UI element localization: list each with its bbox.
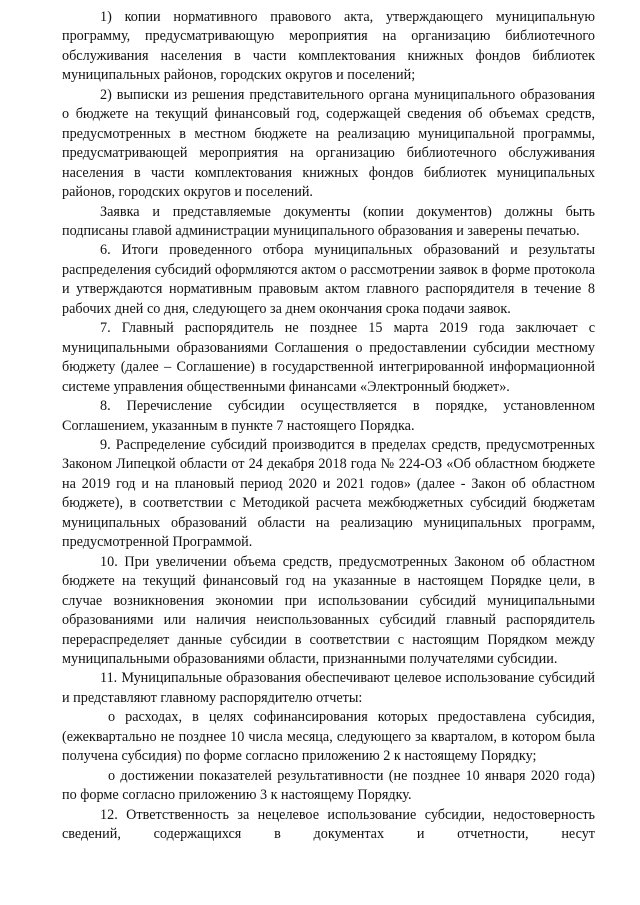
paragraph-clause-6: 6. Итоги проведенного отбора муниципальных образований и результаты распределения субсидий оформляются актом о рассмотрении заявок в форме протокола и утверждаются нормативным правовым актом главного распорядителя в течение 8 рабочих дней со дня, следующего за днем окончания срока подачи заявок. — [62, 242, 595, 317]
paragraph-clause-12: 12. Ответственность за нецелевое использование субсидии, недостоверность сведений, содержащихся в документах и отчетности, несут — [62, 806, 595, 843]
paragraph-clause-10: 10. При увеличении объема средств, предусмотренных Законом об областном бюджете на текущий финансовый год на указанные в настоящем Порядке цели, в случае возникновения экономии при использовании субсидий муниципальными образованиями или наличия неиспользованных субсидий главный распорядитель перераспределяет данные субсидии в соответствии с настоящим Порядком между муниципальными образованиями области, признанными получателями субсидии. — [62, 553, 595, 667]
paragraph-clause-11: 11. Муниципальные образования обеспечивают целевое использование субсидий и представляют главному распорядителю отчеты: — [62, 670, 595, 706]
paragraph-clause-7: 7. Главный распорядитель не позднее 15 марта 2019 года заключает с муниципальными образованиями Соглашения о предоставлении субсидии местному бюджету (далее – Соглашение) в государственной интегрированной информационной системе управления общественными финансами «Электронный бюджет». — [62, 320, 595, 395]
paragraph-signature-requirement: Заявка и представляемые документы (копии документов) должны быть подписаны главой администрации муниципального образования и заверены печатью. — [62, 203, 595, 239]
paragraph-item-2-extracts: 2) выписки из решения представительного органа муниципального образования о бюджете на текущий финансовый год, содержащей сведения об объемах средств, предусмотренных в местном бюджете на реализацию муниципальной программы, предусматривающей мероприятия на организацию библиотечного обслуживания населения в части комплектования книжных фондов библиотек муниципальных районов, городских округов и поселений. — [62, 86, 595, 201]
paragraph-item-1-copies: 1) копии нормативного правового акта, утверждающего муниципальную программу, предусматривающую мероприятия на организацию библиотечного обслуживания населения в части комплектования книжных фондов библиотек муниципальных районов, городских округов и поселений; — [62, 9, 595, 84]
document-page — [62, 8, 595, 844]
paragraph-clause-8: 8. Перечисление субсидии осуществляется в порядке, установленном Соглашением, указанным в пункте 7 настоящего Порядка. — [62, 398, 595, 434]
paragraph-performance-report: о достижении показателей результативности (не позднее 10 января 2020 года) по форме согласно приложению 3 к настоящему Порядку. — [62, 767, 595, 804]
paragraph-clause-9: 9. Распределение субсидий производится в пределах средств, предусмотренных Законом Липецкой области от 24 декабря 2018 года № 224-ОЗ «Об областном бюджете на 2019 год и на плановый период 2020 и 2021 годов» (далее - Закон об областном бюджете), в соответствии с Методикой расчета межбюджетных субсидий бюджетам муниципальных образований области на реализацию муниципальных программ, предусмотренной Программой. — [62, 436, 595, 551]
paragraph-expense-report: о расходах, в целях софинансирования которых предоставлена субсидия, (ежеквартально не позднее 10 числа месяца, следующего за кварталом, в котором была получена субсидия) по форме согласно приложению 2 к настоящему Порядку; — [62, 709, 595, 765]
